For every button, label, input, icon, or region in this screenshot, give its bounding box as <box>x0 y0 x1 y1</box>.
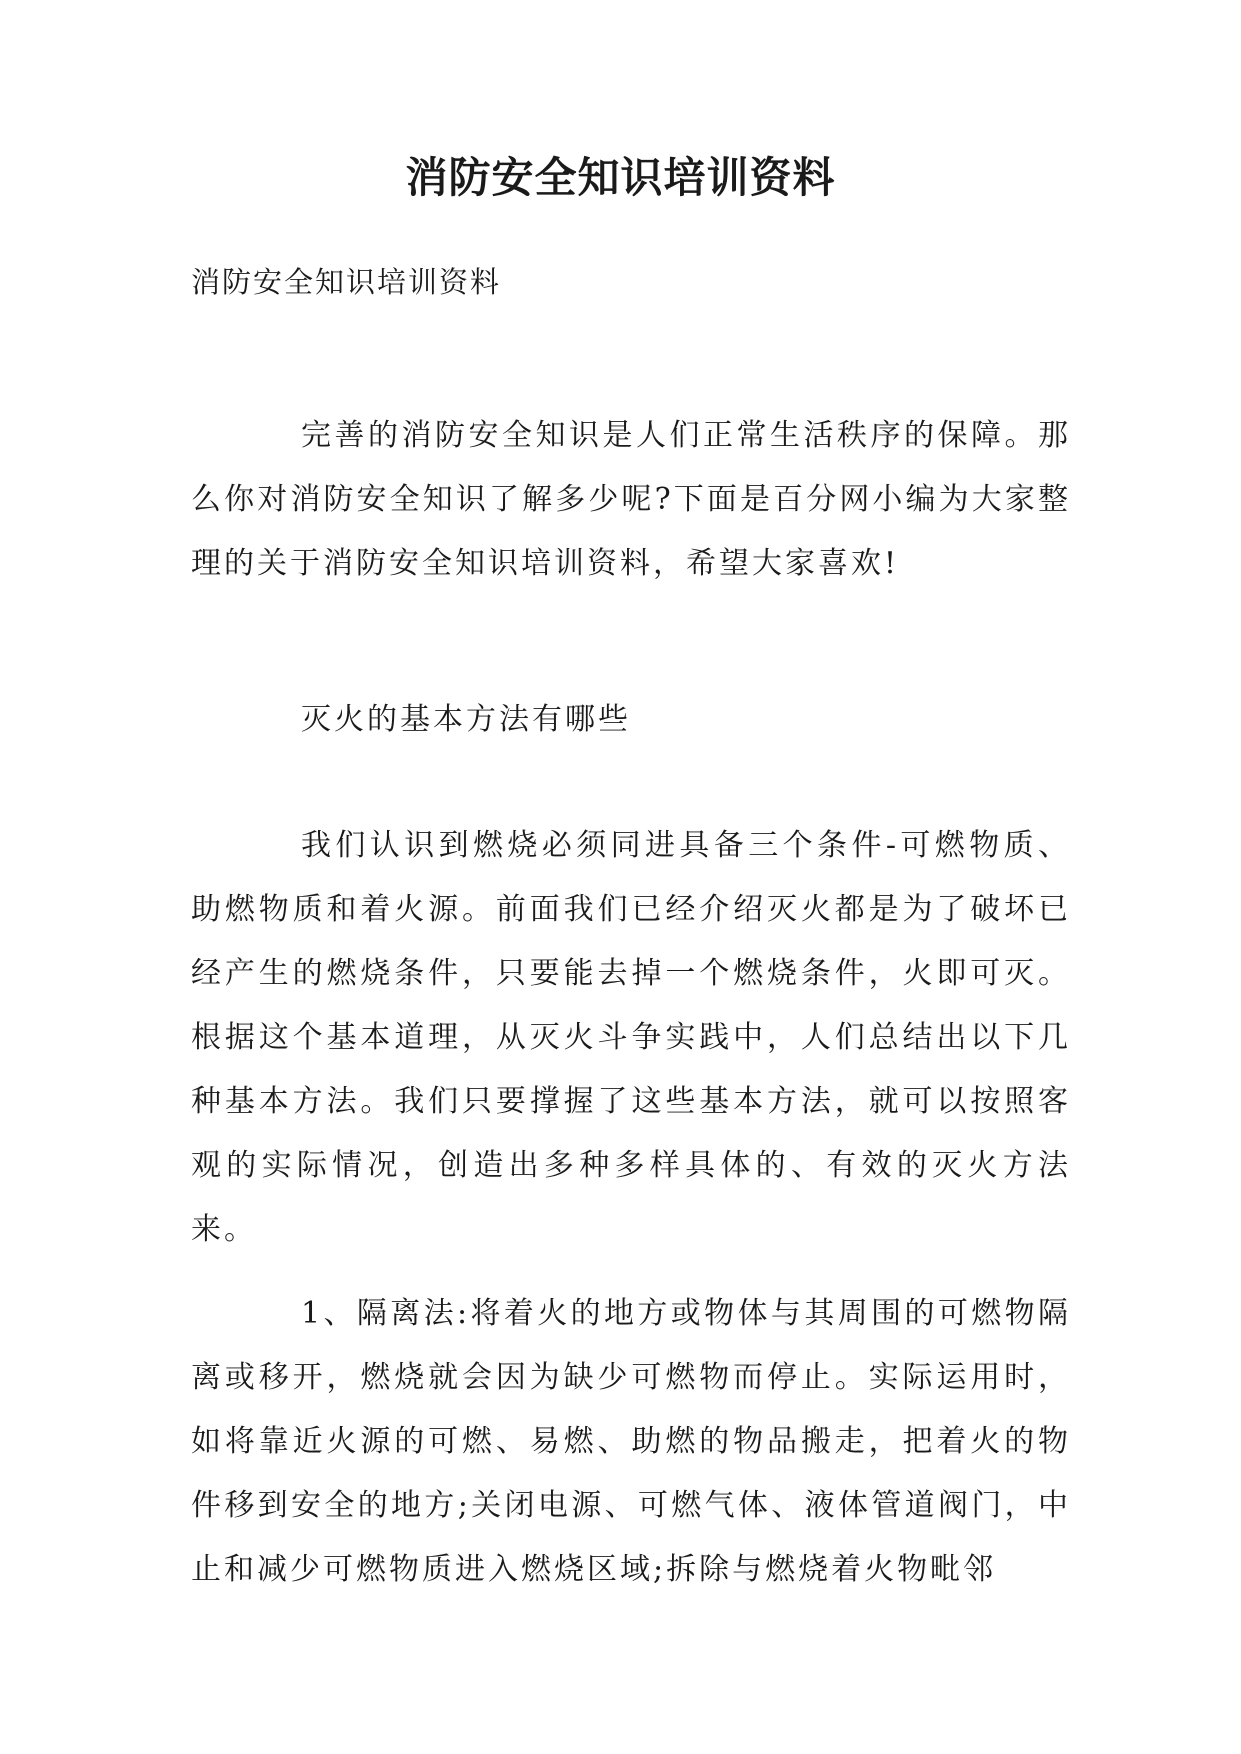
document-subtitle: 消防安全知识培训资料 <box>191 265 502 299</box>
intro-paragraph: 完善的消防安全知识是人们正常生活秩序的保障。那么你对消防安全知识了解多少呢?下面是百分网小编为大家整理的关于消防安全知识培训资料，希望大家喜欢! <box>191 418 1071 581</box>
body-paragraph: 1、隔离法:将着火的地方或物体与其周围的可燃物隔离或移开，燃烧就会因为缺少可燃物而停止。实际运用时，如将靠近火源的可燃、易燃、助燃的物品搬走，把着火的物件移到安全的地方;关闭电源、可燃气体、液体管道阀门，中止和减少可燃物质进入燃烧区域;拆除与燃烧着火物毗邻 <box>191 1296 1071 1587</box>
document-title: 消防安全知识培训资料 <box>405 153 836 202</box>
section-heading: 灭火的基本方法有哪些 <box>301 702 631 737</box>
body-paragraph: 我们认识到燃烧必须同进具备三个条件-可燃物质、助燃物质和着火源。前面我们已经介绍灭火都是为了破坏已经产生的燃烧条件，只要能去掉一个燃烧条件，火即可灭。根据这个基本道理，从灭火斗争实践中，人们总结出以下几种基本方法。我们只要撑握了这些基本方法，就可以按照客观的实际情况，创造出多种多样具体的、有效的灭火方法来。 <box>191 828 1071 1247</box>
